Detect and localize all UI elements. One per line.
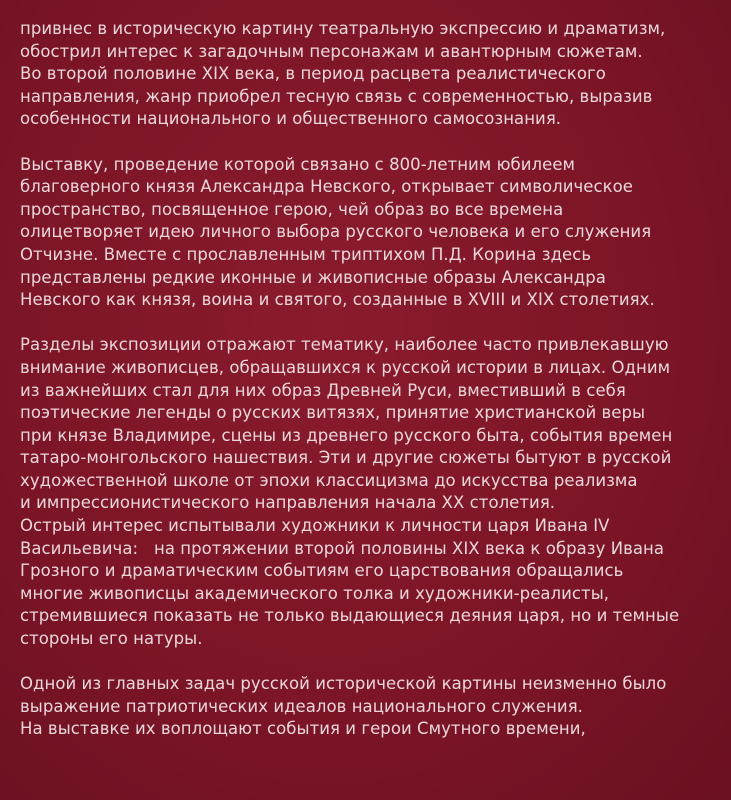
text-line: пространство, посвященное герою, чей образ во все времена (20, 199, 564, 219)
paragraph-5 (20, 673, 720, 718)
text-line: внимание живописцев, обращавшихся к русской истории в лицах. Одним (20, 357, 671, 377)
paragraph-4 (20, 515, 720, 651)
text-line: На выставке их воплощают события и герои Смутного времени, (20, 719, 586, 739)
text-line: Невского как князя, воина и святого, созданные в XVIII и XIX столетиях. (20, 290, 655, 310)
text-line: многие живописцы академического толка и художники-реалисты, (20, 583, 610, 603)
text-line: особенности национального и общественного самосознания. (20, 109, 562, 129)
text-line: Острый интерес испытывали художники к личности царя Ивана IV (20, 516, 610, 536)
text-line: Грозного и драматическим событиям его царствования обращались (20, 561, 624, 581)
text-line: привнес в историческую картину театральную экспрессию и драматизм, (20, 19, 666, 38)
text-line: олицетворяет идею личного выбора русского человека и его служения (20, 222, 652, 242)
paragraph-1 (20, 18, 720, 131)
text-line: направления, жанр приобрел тесную связь с современностью, выразив (20, 86, 653, 106)
text-line: при князе Владимире, сцены из древнего русского быта, события времен (20, 425, 673, 445)
paragraph-3 (20, 334, 720, 515)
text-line: Одной из главных задач русской исторической картины неизменно было (20, 674, 667, 694)
text-line: Отчизне. Вместе с прославленным триптихом П.Д. Корина здесь (20, 244, 592, 264)
text-line: Васильевича: на протяжении второй половины XIX века к образу Ивана (20, 538, 665, 558)
text-line: стремившиеся показать не только выдающиеся деяния царя, но и темные (20, 606, 680, 626)
paragraph-2 (20, 154, 720, 312)
text-line: художественной школе от эпохи классицизма до искусства реализма (20, 470, 638, 490)
text-line: обострил интерес к загадочным персонажам и авантюрным сюжетам. (20, 41, 643, 61)
text-line: Выставку, проведение которой связано с 800-летним юбилеем (20, 154, 576, 174)
text-line: татаро-монгольского нашествия. Эти и другие сюжеты бытуют в русской (20, 448, 672, 468)
text-line: поэтические легенды о русских витязях, принятие христианской веры (20, 403, 646, 423)
text-line: и импрессионистического направления начала XX столетия. (20, 493, 556, 513)
text-line: представлены редкие иконные и живописные образы Александра (20, 267, 606, 287)
text-line: Во второй половине XIX века, в период расцвета реалистического (20, 64, 606, 84)
exhibition-text (20, 18, 720, 741)
text-line: благоверного князя Александра Невского, открывает символическое (20, 177, 633, 197)
text-line: стороны его натуры. (20, 629, 203, 649)
paragraph-6 (20, 718, 720, 741)
text-line: из важнейших стал для них образ Древней Руси, вместивший в себя (20, 380, 626, 400)
text-line: Разделы экспозиции отражают тематику, наиболее часто привлекавшую (20, 335, 669, 355)
text-line: выражение патриотических идеалов национального служения. (20, 696, 583, 716)
